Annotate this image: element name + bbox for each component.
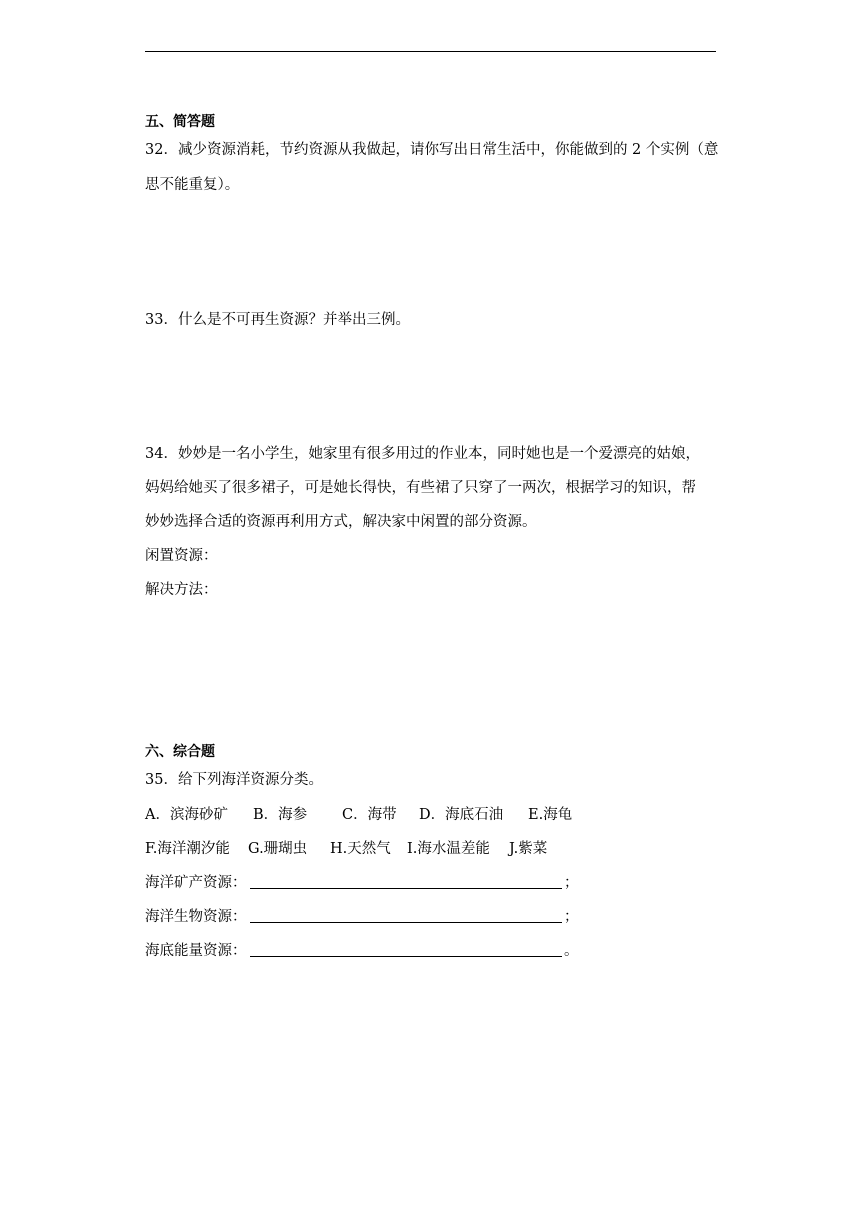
section-title-short-answer: 五、简答题 — [145, 114, 215, 130]
q35-mineral-label: 海洋矿产资源： — [145, 875, 247, 891]
q35-energy-end: 。 — [564, 943, 579, 959]
q34-line-3: 妙妙选择合适的资源再利用方式，解决家中闲置的部分资源。 — [145, 514, 537, 530]
q33-line-1: 33．什么是不可再生资源？并举出三例。 — [145, 312, 410, 328]
q35-stem: 35．给下列海洋资源分类。 — [145, 772, 323, 788]
q35-biological-end: ； — [564, 909, 579, 925]
q35-option-j: J.紫菜 — [509, 841, 548, 857]
q35-option-i: I.海水温差能 — [407, 841, 490, 857]
q35-option-f: F.海洋潮汐能 — [145, 841, 230, 857]
q35-mineral-blank[interactable] — [250, 888, 562, 889]
q35-option-h: H.天然气 — [330, 841, 391, 857]
q35-biological-label: 海洋生物资源： — [145, 909, 247, 925]
q34-solution-label: 解决方法： — [145, 582, 218, 598]
q32-line-1: 32．减少资源消耗，节约资源从我做起，请你写出日常生活中，你能做到的 2 个实例（意 — [145, 142, 719, 158]
q35-biological-blank[interactable] — [250, 922, 562, 923]
q35-option-b: B．海参 — [253, 807, 308, 823]
q34-idle-resources-label: 闲置资源： — [145, 548, 218, 564]
section-title-comprehensive: 六、综合题 — [145, 744, 215, 760]
header-rule — [145, 51, 716, 52]
q35-option-g: G.珊瑚虫 — [248, 841, 308, 857]
q35-energy-blank[interactable] — [250, 956, 562, 957]
q32-line-2: 思不能重复）。 — [145, 177, 240, 193]
q35-mineral-end: ； — [564, 875, 579, 891]
q35-option-c: C．海带 — [342, 807, 397, 823]
q35-energy-label: 海底能量资源： — [145, 943, 247, 959]
q34-line-1: 34．妙妙是一名小学生，她家里有很多用过的作业本，同时她也是一个爱漂亮的姑娘， — [145, 446, 700, 462]
q35-option-e: E.海龟 — [528, 807, 573, 823]
q35-option-a: A．滨海砂矿 — [145, 807, 228, 823]
q34-line-2: 妈妈给她买了很多裙子，可是她长得快，有些裙了只穿了一两次，根据学习的知识，帮 — [145, 480, 696, 496]
q35-option-d: D．海底石油 — [419, 807, 504, 823]
